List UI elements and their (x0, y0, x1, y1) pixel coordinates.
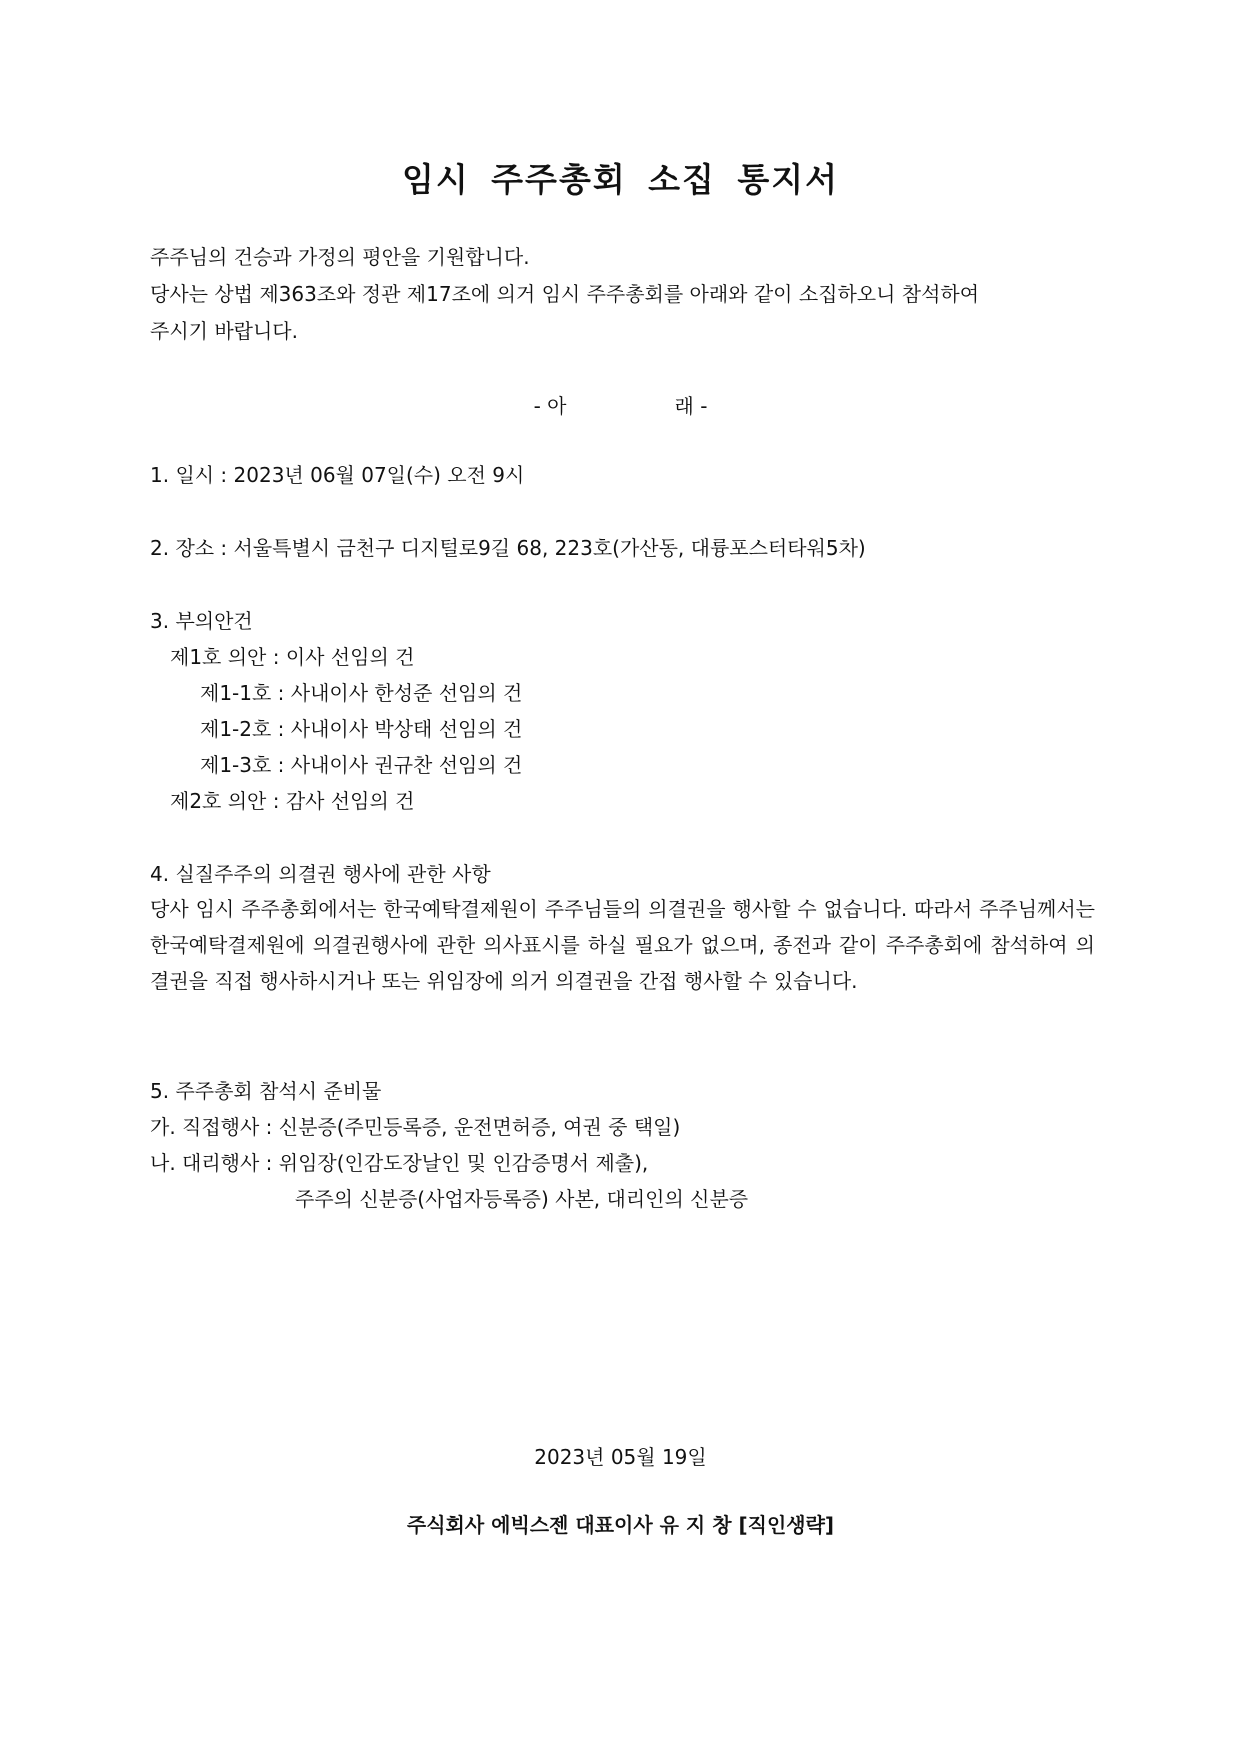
agenda-item-1: 제1호 의안 : 이사 선임의 건 (170, 645, 415, 669)
document-title: 임시 주주총회 소집 통지서 (401, 160, 840, 199)
greeting-line-2: 당사는 상법 제363조와 정관 제17조에 의거 임시 주주총회를 아래와 같이 소집하오니 참석하여 (150, 282, 980, 306)
agenda-item-2: 제2호 의안 : 감사 선임의 건 (170, 789, 415, 813)
voting-rights-body: 당사 임시 주주총회에서는 한국예탁결제원이 주주님들의 의결권을 행사할 수 없습니다. 따라서 주주님께서는 한국예탁결제원에 의결권행사에 관한 의사표시를 하실 필요가 없으며, 종전과 같이 주주총회에 참석하여 의결권을 직접 행사하시거나 또는 위임장에 의거 의결권을 간접 행사할 수 있습니다. (150, 897, 1095, 993)
preparation-proxy-cont: 주주의 신분증(사업자등록증) 사본, 대리인의 신분증 (295, 1187, 749, 1211)
greeting-line-3: 주시기 바랍니다. (150, 319, 298, 343)
below-marker: - 아 래 - (533, 394, 708, 418)
agenda-item-1-3: 제1-3호 : 사내이사 권규찬 선임의 건 (200, 753, 523, 777)
meeting-datetime: 1. 일시 : 2023년 06월 07일(수) 오전 9시 (150, 463, 525, 487)
preparation-heading: 5. 주주총회 참석시 준비물 (150, 1079, 382, 1103)
preparation-direct: 가. 직접행사 : 신분증(주민등록증, 운전면허증, 여권 중 택일) (150, 1115, 681, 1139)
issue-date: 2023년 05월 19일 (534, 1445, 707, 1469)
greeting-line-1: 주주님의 건승과 가정의 평안을 기원합니다. (150, 245, 530, 269)
preparation-proxy: 나. 대리행사 : 위임장(인감도장날인 및 인감증명서 제출), (150, 1151, 649, 1175)
agenda-item-1-2: 제1-2호 : 사내이사 박상태 선임의 건 (200, 717, 523, 741)
meeting-location: 2. 장소 : 서울특별시 금천구 디지털로9길 68, 223호(가산동, 대륭포스터타워5차) (150, 536, 866, 560)
agenda-item-1-1: 제1-1호 : 사내이사 한성준 선임의 건 (200, 681, 523, 705)
agenda-heading: 3. 부의안건 (150, 609, 253, 633)
voting-rights-heading: 4. 실질주주의 의결권 행사에 관한 사항 (150, 862, 491, 886)
company-signature: 주식회사 에빅스젠 대표이사 유 지 창 [직인생략] (406, 1513, 835, 1537)
